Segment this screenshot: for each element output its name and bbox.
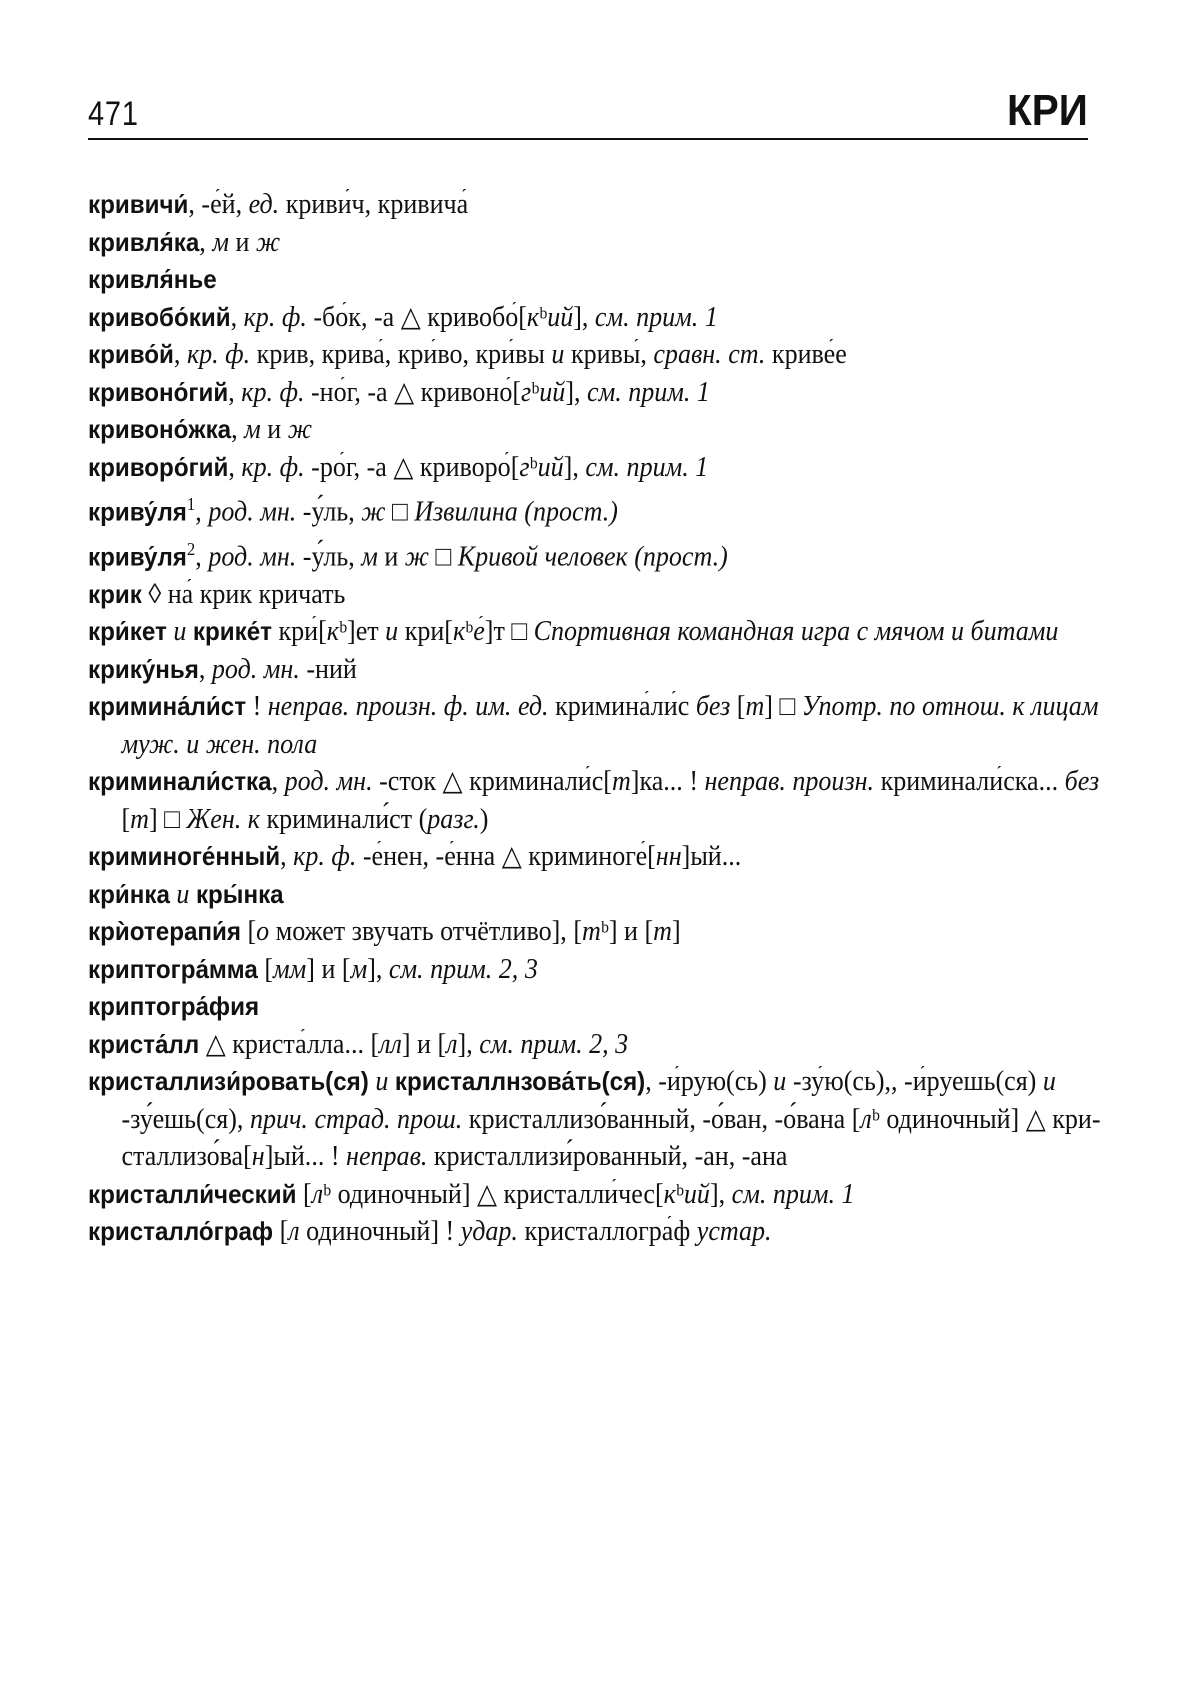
entry-text: крив, крива́, кри́во, кри́вы (250, 339, 552, 370)
entry-text: ] □ (148, 803, 187, 835)
headword: кривля́ка (88, 226, 200, 257)
grammar-note: кр. ф. (243, 301, 307, 333)
grammar-note: кр. ф. (241, 376, 305, 408)
headword: криста́лл (88, 1028, 200, 1059)
grammar-note: см. прим. 1 (585, 451, 709, 483)
grammar-note: прич. страд. прош. (249, 1103, 463, 1135)
grammar-note: ий (683, 1178, 710, 1210)
entry-text: , (231, 414, 245, 445)
grammar-note: м (212, 226, 229, 258)
dictionary-entry (88, 988, 1121, 1026)
grammar-note: и (173, 616, 187, 648)
entry-text: □ (429, 541, 458, 573)
entry-text: криве́е (765, 339, 847, 370)
headword: кривоно́гий (88, 376, 229, 407)
entry-text: , (199, 226, 213, 258)
entry-text: , (271, 766, 285, 798)
grammar-note: к (526, 301, 540, 333)
entry-list (88, 186, 1101, 1251)
grammar-note: см. прим. 2, 3 (479, 1028, 629, 1060)
entry-text: , (280, 841, 294, 873)
headword: крик (88, 578, 142, 609)
page-header (88, 70, 1088, 140)
entry-text: может звучать отчётливо], [ (269, 916, 582, 948)
homonym-index: 1 (186, 494, 196, 514)
headword: криптогра́фия (88, 991, 260, 1022)
grammar-note: Извилина (прост.) (414, 496, 618, 528)
entry-text: криви́ч, кривича́ (279, 189, 469, 220)
headword: крику́нья (88, 653, 199, 684)
headword: кривля́нье (88, 264, 217, 294)
dictionary-entry (88, 1176, 1121, 1214)
headword: кристалло́граф (88, 1216, 274, 1247)
entry-text: ◊ на́ крик кричать (141, 578, 346, 610)
grammar-note: и (773, 1066, 787, 1098)
grammar-note: устар. (696, 1216, 772, 1248)
entry-text: , -и́рую(сь) (645, 1066, 774, 1098)
grammar-note: и (551, 339, 565, 370)
entry-text: -ро́г, -а △ криворо́[ (304, 451, 520, 483)
dictionary-entry (88, 951, 1121, 989)
entry-text: криминали́ска... (874, 766, 1065, 798)
entry-text: ᵇ (531, 376, 540, 408)
variant-headword: кристаллнзова́ть(ся) (394, 1066, 646, 1097)
grammar-note: л (311, 1178, 324, 1210)
grammar-note: кр. ф. (293, 841, 357, 873)
headword: криптогра́мма (88, 953, 258, 984)
grammar-note: см. прим. 1 (731, 1178, 855, 1210)
headword: кривоно́жка (88, 414, 232, 444)
grammar-note: без (695, 691, 731, 723)
dictionary-entry (88, 374, 1121, 412)
grammar-note: кр. ф. (186, 339, 251, 370)
grammar-note: кр. ф. (241, 451, 305, 483)
grammar-note: о (256, 916, 270, 948)
grammar-note: г (519, 451, 530, 483)
grammar-note: и (385, 616, 399, 648)
grammar-note: лл (379, 1028, 402, 1060)
homonym-index: 2 (186, 538, 196, 559)
entry-text: , (228, 376, 242, 408)
dictionary-entry (88, 763, 1121, 838)
headword: криву́ля (88, 541, 187, 572)
entry-text: , (230, 301, 244, 333)
headword: кристалли́ческий (88, 1178, 297, 1209)
grammar-note: т (745, 691, 765, 723)
entry-text: ]ый... (681, 841, 742, 873)
grammar-note: Употр. по отнош. к лицам муж. и жен. пола (121, 691, 1099, 760)
grammar-note: т (611, 766, 631, 798)
entry-text: ] и [ (401, 1028, 447, 1060)
grammar-note: ж (404, 541, 430, 573)
dictionary-entry (88, 531, 1121, 576)
headword: кримина́ли́ст (88, 691, 247, 722)
headword: кри́кет (88, 616, 167, 647)
headword: криминоге́нный (88, 841, 281, 872)
entry-text: -зу́ешь(ся), (121, 1103, 250, 1135)
entry-text: и (260, 414, 288, 445)
page-number: 471 (88, 95, 139, 133)
entry-text: ᵇ] и [ (600, 916, 654, 948)
entry-text: ! (246, 691, 268, 723)
entry-text: [ (257, 953, 274, 985)
entry-text: кристаллизи́рованный, -ан, -ана (427, 1141, 788, 1173)
dictionary-entry (88, 449, 1121, 487)
entry-text: ], (709, 1178, 732, 1210)
grammar-note: род. мн. (208, 541, 297, 573)
grammar-note: род. мн. (284, 766, 373, 798)
entry-text: ], (573, 301, 595, 333)
dictionary-entry (88, 1213, 1121, 1251)
dictionary-entry (88, 613, 1121, 651)
entry-text: кривы́, (564, 339, 654, 370)
dictionary-entry (88, 688, 1121, 763)
entry-text: и (228, 226, 256, 258)
grammar-note: ий (547, 301, 574, 333)
entry-text: [ (296, 1178, 312, 1210)
grammar-note: Кривой человек (прост.) (457, 541, 728, 573)
grammar-note: Жен. к (186, 803, 260, 835)
entry-text: кри[ (398, 616, 453, 648)
entry-text: -зу́ю(сь),, -и́руешь(ся) (786, 1066, 1043, 1098)
entry-text: -но́г, -а △ кривоно́[ (304, 376, 522, 408)
dictionary-entry (88, 1026, 1121, 1064)
dictionary-entry (88, 261, 1121, 299)
grammar-note: см. прим. 2, 3 (388, 953, 538, 985)
entry-text: , (198, 653, 212, 685)
entry-text: , -е́й, (188, 189, 249, 220)
grammar-note: к (452, 616, 466, 648)
dictionary-entry (88, 838, 1121, 876)
grammar-note: см. прим. 1 (587, 376, 710, 408)
variant-headword: кры́нка (195, 878, 284, 909)
grammar-note: т (130, 803, 149, 835)
entry-text: [ (730, 691, 746, 723)
entry-text: -сток △ криминали́с[ (372, 766, 612, 798)
grammar-note: ж (287, 414, 312, 445)
grammar-note: неправ. произн. ф. им. ед. (267, 691, 549, 723)
grammar-note: сравн. ст. (653, 339, 766, 370)
grammar-note: без (1064, 766, 1100, 798)
headword: кристаллизи́ровать(ся) (88, 1066, 369, 1097)
grammar-note: ед. (248, 189, 280, 220)
grammar-note: и (176, 878, 190, 910)
grammar-note: см. прим. 1 (594, 301, 718, 333)
grammar-note: м (244, 414, 261, 445)
entry-text: ] и [ (306, 953, 351, 985)
grammar-note: ж (361, 496, 386, 528)
entry-text: ᵇ (465, 616, 474, 648)
entry-text: ᵇ]ет (338, 616, 386, 648)
entry-text: кримина́ли́с (548, 691, 696, 723)
dictionary-entry (88, 651, 1121, 689)
grammar-note: к (663, 1178, 676, 1210)
grammar-note: т (581, 916, 601, 948)
grammar-note: м (350, 953, 368, 985)
headword: криво́й (88, 339, 174, 369)
entry-text: ]ка... ! (630, 766, 705, 798)
entry-text: ], (457, 1028, 480, 1060)
entry-text: ) (479, 803, 489, 835)
entry-text: ]т □ (484, 616, 534, 648)
dictionary-entry (88, 299, 1121, 337)
grammar-note: т (653, 916, 672, 948)
entry-text: ], (367, 953, 389, 985)
dictionary-entry (88, 1063, 1121, 1176)
entry-text: ], (565, 376, 588, 408)
grammar-note: удар. (460, 1216, 518, 1248)
grammar-note: Спортивная командная игра с мячом и битами (533, 616, 1059, 648)
grammar-note: л (288, 1216, 300, 1248)
headword: криминали́стка (88, 766, 272, 797)
grammar-note: н (251, 1141, 265, 1173)
entry-text: -у́ль, (296, 496, 362, 528)
grammar-note: ж (255, 226, 281, 258)
entry-text: -ний (299, 653, 357, 685)
dictionary-entry (88, 876, 1121, 914)
grammar-note: и (1042, 1066, 1056, 1098)
entry-text: ᵇ (539, 301, 548, 333)
entry-text: , (173, 339, 187, 370)
variant-headword: крике́т (192, 616, 272, 647)
headword: кривичи́ (88, 189, 189, 219)
grammar-note: мм (273, 953, 307, 985)
headword: кри́нка (88, 878, 170, 909)
headword: крѝотерапи́я (88, 916, 241, 947)
entry-text: [ (240, 916, 257, 948)
grammar-note: л (446, 1028, 458, 1060)
entry-text: криминали́ст ( (259, 803, 428, 835)
entry-text: ᵇ одиночный] △ кри-сталлизо́ва[ (121, 1103, 1101, 1173)
entry-text: , (195, 541, 209, 573)
grammar-note: род. мн. (208, 496, 297, 528)
entry-text: -у́ль, (296, 541, 362, 573)
grammar-note: неправ. произн. (704, 766, 875, 798)
entry-text: , (228, 451, 242, 483)
guide-word: КРИ (1007, 86, 1088, 135)
grammar-note: е́ (473, 616, 485, 648)
grammar-note: к (326, 616, 339, 648)
entry-text: ] (671, 916, 681, 948)
headword: криву́ля (88, 496, 187, 527)
dictionary-entry (88, 186, 1121, 224)
entry-text: одиночный] ! (299, 1216, 461, 1248)
grammar-note: разг. (427, 803, 480, 835)
grammar-note: ий (539, 376, 566, 408)
entry-text: кристаллогра́ф (517, 1216, 697, 1248)
grammar-note: г (521, 376, 532, 408)
grammar-note: л (860, 1103, 872, 1135)
grammar-note: м (361, 541, 378, 573)
entry-text: ] □ (764, 691, 802, 723)
entry-text: , (195, 496, 209, 528)
entry-text: ], (563, 451, 586, 483)
entry-text: △ криста́лла... [ (199, 1028, 380, 1060)
entry-text: ᵇ одиночный] △ кристалли́чес[ (323, 1178, 664, 1210)
grammar-note: и (375, 1066, 389, 1098)
headword: кривобо́кий (88, 301, 231, 332)
entry-text: ]ый... ! (264, 1141, 347, 1173)
dictionary-entry (88, 336, 1121, 374)
entry-text: ᵇ (529, 451, 538, 483)
dictionary-entry (88, 486, 1121, 531)
dictionary-entry (88, 224, 1121, 262)
entry-text: [ (121, 803, 131, 835)
grammar-note: род. мн. (211, 653, 300, 685)
entry-text: кристаллизо́ванный, -о́ван, -о́вана [ (462, 1103, 861, 1135)
grammar-note: нн (655, 841, 682, 873)
entry-text: □ (385, 496, 415, 528)
entry-text: ᵇ (675, 1178, 684, 1210)
dictionary-entry (88, 576, 1121, 614)
grammar-note: неправ. (346, 1141, 428, 1173)
dictionary-entry (88, 411, 1121, 449)
headword: криворо́гий (88, 451, 229, 482)
dictionary-entry (88, 913, 1121, 951)
grammar-note: ий (537, 451, 564, 483)
entry-text: кри́[ (271, 616, 327, 648)
entry-text: [ (273, 1216, 289, 1248)
entry-text: -бо́к, -а △ кривобо́[ (306, 301, 527, 333)
entry-text: -е́нен, -е́нна △ криминоге́[ (356, 841, 656, 873)
entry-text: и (377, 541, 405, 573)
dictionary-page (88, 70, 1101, 1251)
